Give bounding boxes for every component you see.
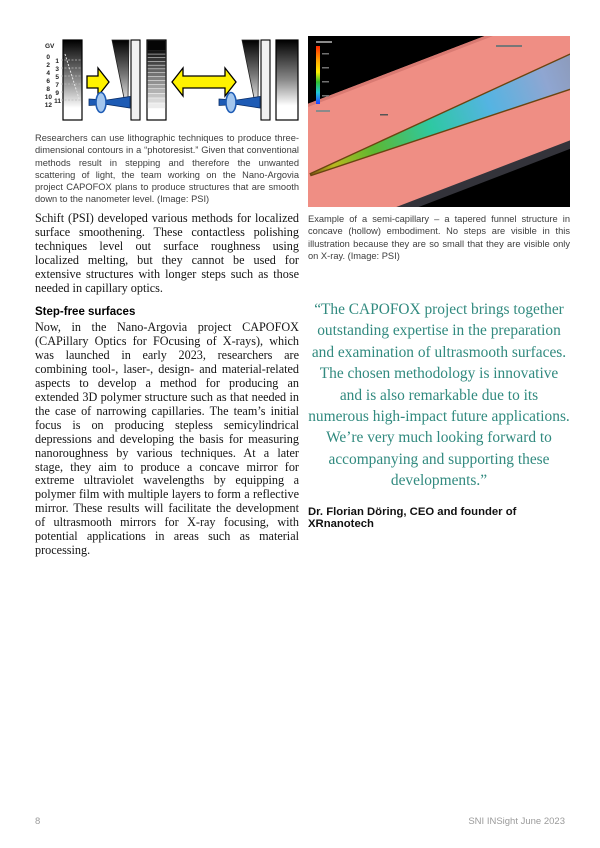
svg-text:1: 1 xyxy=(55,58,59,65)
gv-label: GV xyxy=(45,43,55,50)
svg-text:6: 6 xyxy=(46,78,50,85)
svg-text:2: 2 xyxy=(46,62,50,69)
svg-text:9: 9 xyxy=(55,90,59,97)
svg-text:7: 7 xyxy=(55,82,59,89)
right-figure-caption: Example of a semi-capillary – a tapered funnel structure in concave (hollow) embodiment. No steps are visible in this illustration because they are so small that they are visible only on X-ray. (Image: PSI) xyxy=(308,214,570,261)
pull-quote-block xyxy=(308,299,570,530)
quote-attribution: Dr. Florian Döring, CEO and founder of XRnanotech xyxy=(308,505,517,530)
svg-text:0: 0 xyxy=(46,54,50,61)
svg-text:3: 3 xyxy=(55,66,59,73)
arrow-double-icon xyxy=(172,68,236,96)
article-body xyxy=(35,212,299,558)
article-paragraph-2: Now, in the Nano-Argovia project CAPOFOX (CAPillary Optics for FOcusing of X-rays), which was launched in early 2023, researchers are combining tool-, laser-, design- and material-related aspects to develop a method for producing an extended 3D polymer structure such as that needed in the case of narrowing capillaries. The team’s initial focus is on producing stepless semicylindrical depressions and developing the basis for measuring nanoroughness by various techniques. At a later stage, they aim to produce a concave mirror for extreme ultraviolet wavelengths by equipping a polymer film with multiple layers to form a reflective mirror. These results will facilitate the development of ultrasmooth mirrors for X-ray focusing, with potential applications in areas such as material processing. xyxy=(35,320,299,557)
gv-scale xyxy=(45,43,62,109)
page-number: 8 xyxy=(35,816,41,827)
smooth-gradient-bar xyxy=(276,40,298,120)
svg-text:8: 8 xyxy=(46,86,50,93)
wedge-resist-structure-smooth xyxy=(242,40,270,120)
tick-mark xyxy=(380,114,388,116)
section-heading: Step-free surfaces xyxy=(35,306,136,319)
svg-text:5: 5 xyxy=(55,74,59,81)
semi-capillary-render-figure xyxy=(308,36,570,207)
svg-text:10: 10 xyxy=(44,94,52,101)
footer-journal-title: SNI INSight June 2023 xyxy=(468,816,565,827)
article-paragraph-1: Schift (PSI) developed various methods for localized surface smoothening. These contactless polishing techniques level out surface roughness using localized melting, but they cannot be used for extensive structures with longer steps such as those needed in capillary optics. xyxy=(35,211,299,295)
lithography-diagram-figure xyxy=(35,38,299,122)
wedge-resist-structure xyxy=(112,40,140,120)
left-figure-caption: Researchers can use lithographic techniques to produce three-dimensional contours in a “photoresist.” Given that conventional methods result in stepping and therefore the unwanted scattering of light, the team working on the Nano-Argovia project CAPOFOX plans to produce structures that are smooth down to the nanometer level. (Image: PSI) xyxy=(35,133,299,205)
grayscale-staircase-bar xyxy=(61,40,82,120)
semi-capillary-render xyxy=(308,36,570,207)
lithography-diagram xyxy=(35,38,299,122)
pull-quote-text: “The CAPOFOX project brings together outstanding expertise in the preparation and examination of ultrasmooth surfaces. The chosen methodology is innovative and is also remarkable due to its numerous high-impact future applications. We’re very much looking forward to accompanying and supporting these developments.” xyxy=(308,301,570,490)
arrow-right-icon xyxy=(87,68,109,96)
stepped-grayscale-bar xyxy=(147,40,166,120)
svg-text:4: 4 xyxy=(46,70,50,77)
axis-annotation xyxy=(496,45,522,47)
svg-text:12: 12 xyxy=(44,102,52,109)
svg-text:11: 11 xyxy=(54,98,61,105)
